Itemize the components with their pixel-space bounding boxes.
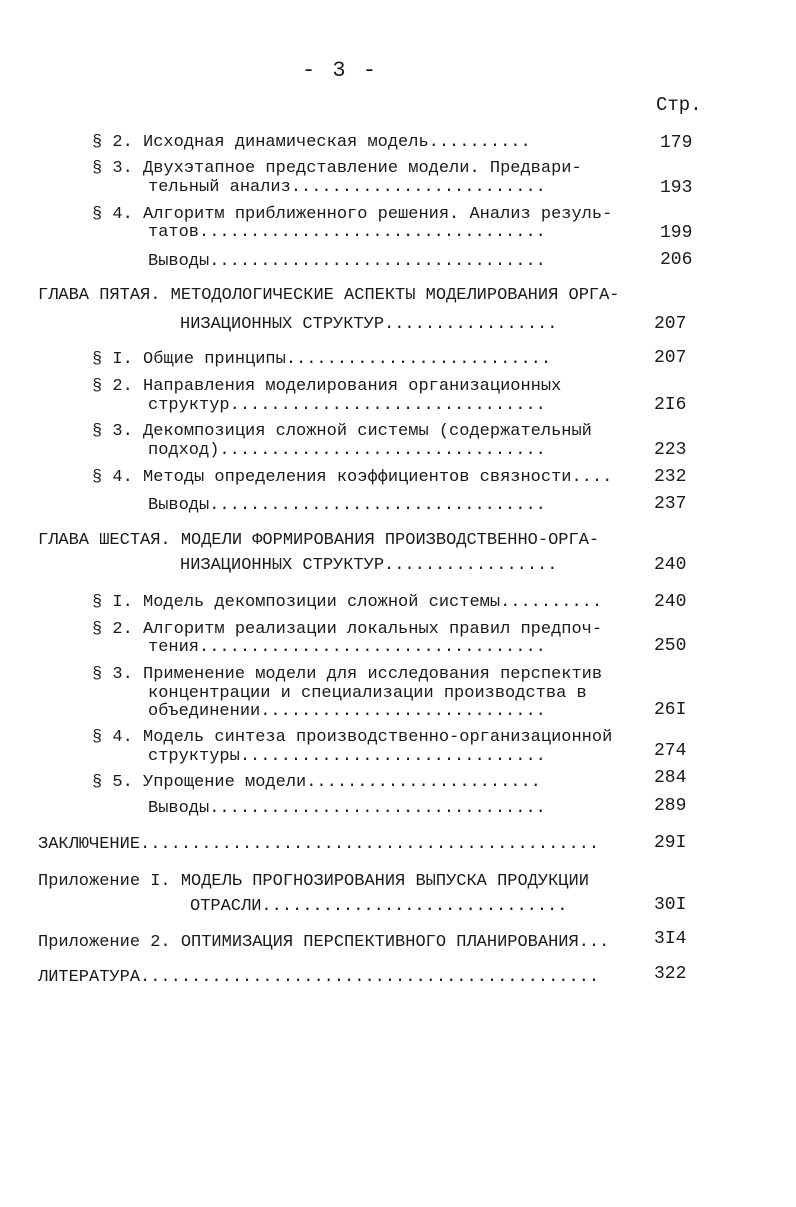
- toc-chapter-title-cont: НИЗАЦИОННЫХ СТРУКТУР.................: [180, 556, 558, 575]
- toc-entry-title: § 5. Упрощение модели.......................: [92, 773, 541, 792]
- toc-entry-page: 26I: [654, 700, 687, 720]
- toc-entry-title: § 3. Двухэтапное представление модели. Предвари-: [92, 159, 582, 178]
- toc-entry-title-cont: объединении............................: [148, 702, 546, 721]
- toc-entry-title-cont: структур...............................: [148, 396, 546, 415]
- toc-entry-title: § 3. Декомпозиция сложной системы (содержательный: [92, 422, 592, 441]
- toc-entry-page: 223: [654, 440, 687, 460]
- toc-entry-page: 199: [660, 223, 693, 243]
- toc-entry-page: 284: [654, 768, 687, 788]
- toc-chapter-title: ГЛАВА ШЕСТАЯ. МОДЕЛИ ФОРМИРОВАНИЯ ПРОИЗВОДСТВЕННО-ОРГА-: [38, 531, 600, 550]
- toc-entry-title-cont: подход)................................: [148, 441, 546, 460]
- toc-chapter-title: ГЛАВА ПЯТАЯ. МЕТОДОЛОГИЧЕСКИЕ АСПЕКТЫ МОДЕЛИРОВАНИЯ ОРГА-: [38, 286, 620, 305]
- toc-entry-title: Приложение 2. ОПТИМИЗАЦИЯ ПЕРСПЕКТИВНОГО ПЛАНИРОВАНИЯ...: [38, 933, 610, 952]
- toc-chapter-title-cont: НИЗАЦИОННЫХ СТРУКТУР.................: [180, 315, 558, 334]
- toc-entry-title: § 4. Методы определения коэффициентов связности....: [92, 468, 613, 487]
- toc-entry-page: 322: [654, 964, 687, 984]
- toc-entry-title: § 4. Алгоритм приближенного решения. Анализ резуль-: [92, 205, 613, 224]
- toc-entry-page: 193: [660, 178, 693, 198]
- page-column-label: Стр.: [656, 94, 702, 116]
- toc-entry-page: 2I6: [654, 395, 687, 415]
- toc-entry-page: 207: [654, 314, 687, 334]
- toc-entry-page: 29I: [654, 833, 687, 853]
- toc-entry-page: 289: [654, 796, 687, 816]
- toc-entry-title: § 4. Модель синтеза производственно-организационной: [92, 728, 613, 747]
- toc-entry-title: Выводы.................................: [148, 799, 546, 818]
- toc-entry-page: 3I4: [654, 929, 687, 949]
- toc-entry-page: 206: [660, 250, 693, 270]
- toc-entry-title: § I. Общие принципы..........................: [92, 350, 552, 369]
- toc-entry-page: 240: [654, 555, 687, 575]
- toc-entry-title-cont: татов..................................: [148, 223, 546, 242]
- toc-entry-title: Приложение I. МОДЕЛЬ ПРОГНОЗИРОВАНИЯ ВЫПУСКА ПРОДУКЦИИ: [38, 872, 589, 891]
- toc-entry-page: 250: [654, 636, 687, 656]
- toc-entry-title: Выводы.................................: [148, 252, 546, 271]
- toc-entry-page: 207: [654, 348, 687, 368]
- toc-entry-title: Выводы.................................: [148, 496, 546, 515]
- toc-entry-title: § 2. Алгоритм реализации локальных правил предпоч-: [92, 620, 603, 639]
- toc-entry-page: 232: [654, 467, 687, 487]
- toc-entry-title-cont: ОТРАСЛИ..............................: [190, 897, 568, 916]
- toc-entry-title: § 3. Применение модели для исследования перспектив: [92, 665, 603, 684]
- toc-entry-title: § I. Модель декомпозиции сложной системы..........: [92, 593, 603, 612]
- toc-entry-page: 240: [654, 592, 687, 612]
- toc-entry-page: 179: [660, 133, 693, 153]
- toc-entry-page: 237: [654, 494, 687, 514]
- toc-entry-title: § 2. Направления моделирования организационных: [92, 377, 562, 396]
- toc-entry-title-cont: тельный анализ.........................: [148, 178, 546, 197]
- toc-entry-page: 274: [654, 741, 687, 761]
- toc-entry-title: ЛИТЕРАТУРА.............................................: [38, 968, 600, 987]
- toc-entry-title: § 2. Исходная динамическая модель..........: [92, 133, 531, 152]
- page-number: - 3 -: [301, 58, 378, 83]
- toc-entry-page: 30I: [654, 895, 687, 915]
- toc-entry-title: ЗАКЛЮЧЕНИЕ.............................................: [38, 835, 600, 854]
- toc-entry-title-cont: структуры..............................: [148, 747, 546, 766]
- toc-entry-title-cont: концентрации и специализации производства в: [148, 684, 587, 703]
- toc-entry-title-cont: тения..................................: [148, 638, 546, 657]
